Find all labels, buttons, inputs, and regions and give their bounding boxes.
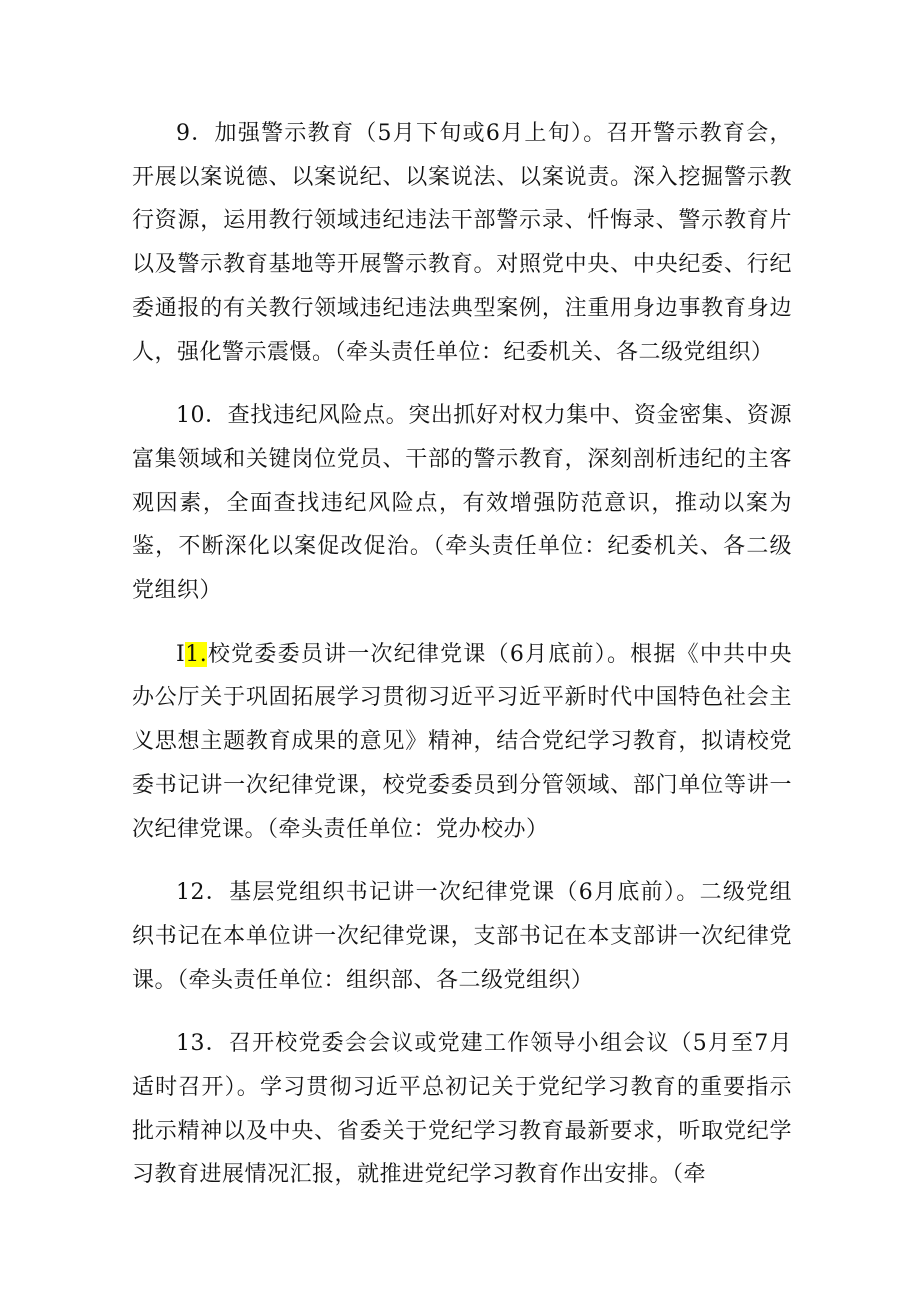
paragraph-12-text: 12．基层党组织书记讲一次纪律党课（6月底前）。二级党组织书记在本单位讲一次纪律党课，支部书记在本支部讲一次纪律党课。（牵头责任单位：组织部、各二级党组织）: [132, 880, 792, 993]
paragraph-13: [132, 1022, 792, 1197]
highlighted-number: 1.: [185, 641, 208, 667]
document-body: [132, 112, 792, 1197]
paragraph-10: [132, 394, 792, 613]
paragraph-12: [132, 871, 792, 1002]
paragraph-9-text: 9．加强警示教育（5月下旬或6月上旬）。召开警示教育会，开展以案说德、以案说纪、以案说法、以案说责。深入挖掘警示教行资源，运用教行领域违纪违法干部警示录、忏悔录、警示教育片以及警示教育基地等开展警示教育。对照党中央、中央纪委、行纪委通报的有关教行领域违纪违法典型案例，注重用身边事教育身边人，强化警示震慑。（牵头责任单位：纪委机关、各二级党组织）: [132, 121, 792, 365]
paragraph-11-text: 校党委委员讲一次纪律党课（6月底前）。根据《中共中央办公厅关于巩固拓展学习贯彻习近平习近平新时代中国特色社会主义思想主题教育成果的意见》精神，结合党纪学习教育，拟请校党委书记讲一次纪律党课，校党委委员到分管领域、部门单位等讲一次纪律党课。（牵头责任单位：党办校办）: [132, 641, 792, 842]
paragraph-9: [132, 112, 792, 374]
paragraph-11-number-prefix: I: [176, 641, 186, 667]
paragraph-10-text: 10．查找违纪风险点。突出抓好对权力集中、资金密集、资源富集领域和关键岗位党员、干部的警示教育，深刻剖析违纪的主客观因素，全面查找违纪风险点，有效增强防范意识，推动以案为鉴，不断深化以案促改促治。（牵头责任单位：纪委机关、各二级党组织）: [132, 403, 792, 604]
paragraph-13-text: 13．召开校党委会会议或党建工作领导小组会议（5月至7月适时召开）。学习贯彻习近平总初记关于党纪学习教育的重要指示批示精神以及中央、省委关于党纪学习教育最新要求，听取党纪学习教育进展情况汇报，就推进党纪学习教育作出安排。（牵: [132, 1031, 792, 1188]
paragraph-11: [132, 633, 792, 852]
